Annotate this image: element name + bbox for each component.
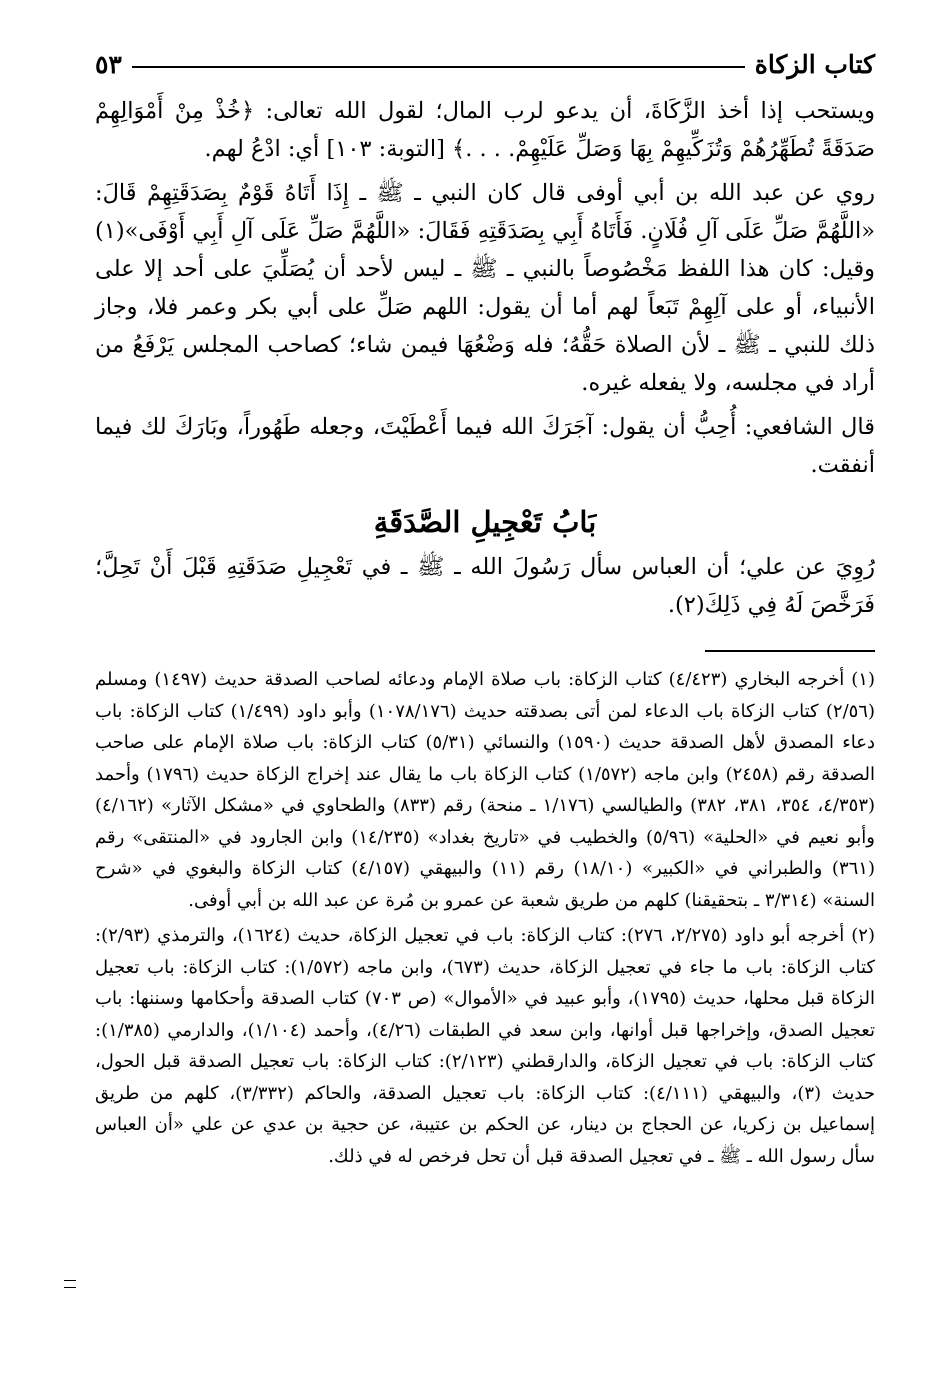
footnote-1: (١) أخرجه البخاري (٤/٤٢٣) كتاب الزكاة: باب صلاة الإمام ودعائه لصاحب الصدقة حديث (١٤٩٧) ومسلم (٢/٥٦) كتاب الزكاة باب الدعاء لمن أتى بصدقته حديث (١٠٧٨/١٧٦) وأبو داود (١/٤٩٩) كتاب الزكاة: باب دعاء المصدق لأهل الصدقة حديث (١٥٩٠) والنسائي (٥/٣١) كتاب الزكاة: باب صلاة الإمام على صاحب الصدقة رقم (٢٤٥٨) وابن ماجه (١/٥٧٢) كتاب الزكاة باب ما يقال عند إخراج الزكاة حديث (١٧٩٦) وأحمد (٤/٣٥٣، ٣٥٤، ٣٨١، ٣٨٢) والطيالسي (١/١٧٦ ـ منحة) رقم (٨٣٣) والطحاوي في «مشكل الآثار» (٤/١٦٢) وأبو نعيم في «الحلية» (٥/٩٦) والخطيب في «تاريخ بغداد» (١٤/٢٣٥) وابن الجارود في «المنتقى» رقم (٣٦١) والطبراني في «الكبير» (١٨/١٠) رقم (١١) والبيهقي (٤/١٥٧) كتاب الزكاة والبغوي في «شرح السنة» (٣/٣١٤ ـ بتحقيقنا) كلهم من طريق شعبة عن عمرو بن مُرة عن عبد الله بن أبي أوفى. <box>95 669 876 911</box>
margin-mark <box>64 1280 76 1288</box>
header-rule <box>132 66 745 68</box>
page-number: ٥٣ <box>95 49 122 79</box>
paragraph-3: قال الشافعي: أُحِبُّ أن يقول: آجَرَكَ الله فيما أَعْطَيْتَ، وجعله طَهُوراً، وبَارَكَ لك فيما أنفقت. <box>95 414 875 478</box>
chapter-heading: بَابُ تَعْجِيلِ الصَّدَقَةِ <box>373 505 597 539</box>
chapter-running-title: كتاب الزكاة <box>754 49 875 79</box>
book-page <box>95 44 875 1172</box>
footnote-2: (٢) أخرجه أبو داود (٢/٢٧٥، ٢٧٦): كتاب الزكاة: باب في تعجيل الزكاة، حديث (١٦٢٤)، والترمذي (٢/٩٣): كتاب الزكاة: باب ما جاء في تعجيل الزكاة، حديث (٦٧٣)، وابن ماجه (١/٥٧٢): كتاب الزكاة: باب تعجيل الزكاة قبل محلها، حديث (١٧٩٥)، وأبو عبيد في «الأموال» (ص ٧٠٣) كتاب الصدقة وأحكامها وسننها: باب تعجيل الصدق، وإخراجها قبل أوانها، وابن سعد في الطبقات (٤/٢٦)، وأحمد (١/١٠٤)، والدارمي (١/٣٨٥): كتاب الزكاة: باب في تعجيل الزكاة، والدارقطني (٢/١٢٣): كتاب الزكاة: باب تعجيل الصدقة قبل الحول، حديث (٣)، والبيهقي (٤/١١١): كتاب الزكاة: باب تعجيل الصدقة، والحاكم (٣/٣٣٢)، كلهم من طريق إسماعيل بن زكريا، عن الحجاج بن دينار، عن الحكم بن عتيبة، عن حجية بن عدي عن علي «أن العباس سأل رسول الله ـ ﷺ ـ في تعجيل الصدقة قبل أن تحل فرخص له في ذلك. <box>95 925 876 1167</box>
footnote-separator <box>705 650 875 652</box>
chapter-paragraph: رُوِيَ عن علي؛ أن العباس سأل رَسُولَ الله ـ ﷺ ـ في تَعْجِيلِ صَدَقَتِهِ قَبْلَ أَنْ تَحِلَّ؛ فَرَخَّصَ لَهُ فِي ذَلِكَ(٢). <box>95 554 875 618</box>
running-header <box>95 44 875 84</box>
paragraph-1: ويستحب إذا أخذ الزَّكَاةَ، أن يدعو لرب المال؛ لقول الله تعالى: ﴿خُذْ مِنْ أَمْوَالِهِمْ صَدَقَةً تُطَهِّرُهُمْ وَتُزَكِّيهِمْ بِهَا وَصَلِّ عَلَيْهِمْ. . . .﴾ [التوبة: ١٠٣] أي: ادْعُ لهم. <box>95 98 875 162</box>
paragraph-2: روي عن عبد الله بن أبي أوفى قال كان النبي ـ ﷺ ـ إِذَا أَتَاهُ قَوْمٌ بِصَدَقَتِهِمْ قَالَ: «اللَّهُمَّ صَلِّ عَلَى آلِ فُلَانٍ. فَأَتَاهُ أَبِي بِصَدَقَتِهِ فَقَالَ: «اللَّهُمَّ صَلِّ عَلَى آلِ أَبِي أَوْفَى»(١) وقيل: كان هذا اللفظ مَخْصُوصاً بالنبي ـ ﷺ ـ ليس لأحد أن يُصَلِّيَ على أحد إلا على الأنبياء، أو على آلِهِمْ تَبَعاً لهم أما أن يقول: اللهم صَلِّ على أبي بكر وعمر فلا، وجاز ذلك للنبي ـ ﷺ ـ لأن الصلاة حَقُّهُ؛ فله وَضْعُهَا فيمن شاء؛ كصاحب المجلس يَرْفَعُ من أراد في مجلسه، ولا يفعله غيره. <box>95 180 875 396</box>
main-text <box>95 92 875 624</box>
footnotes <box>95 664 875 1172</box>
